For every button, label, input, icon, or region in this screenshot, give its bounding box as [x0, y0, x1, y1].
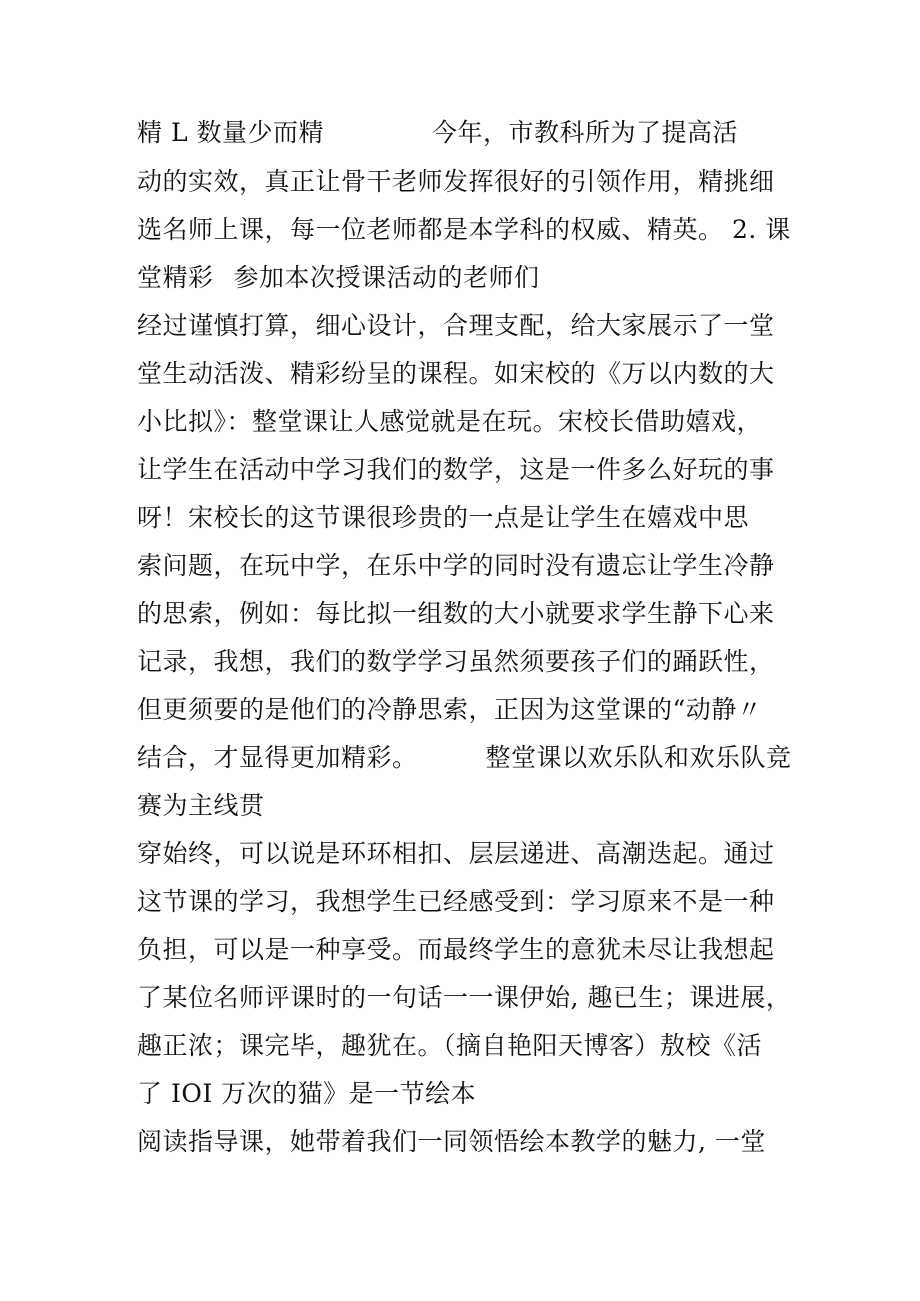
text-segment: 趣正浓；课完毕，趣犹在。（摘自艳阳天博客）敖校《活	[137, 1031, 763, 1060]
text-line-21	[137, 1077, 817, 1111]
text-line-14	[137, 741, 817, 775]
text-line-13	[137, 693, 817, 727]
text-segment: 精 L 数量少而精	[137, 118, 324, 147]
text-segment: 赛为主线贯	[137, 791, 265, 820]
text-line-18	[137, 933, 817, 967]
text-segment: 堂生动活泼、精彩纷呈的课程。如宋校的《万以内数的大	[137, 359, 775, 388]
text-line-11	[137, 597, 817, 631]
text-line-12	[137, 645, 817, 679]
text-line-7	[137, 405, 817, 439]
text-line-4	[137, 261, 817, 295]
text-line-3	[137, 213, 817, 247]
text-line-8	[137, 453, 817, 487]
text-segment: 小比拟》：整堂课让人感觉就是在玩。宋校长借助嬉戏，	[137, 407, 763, 436]
text-line-10	[137, 549, 817, 583]
text-segment: 负担，可以是一种享受。而最终学生的意犹未尽让我想起	[137, 935, 775, 964]
text-segment: 动的实效，真正让骨干老师发挥很好的引领作用，精挑细	[137, 167, 775, 196]
text-line-20	[137, 1029, 817, 1063]
text-segment: 的思索，例如：每比拟一组数的大小就要求学生静下心来	[137, 599, 775, 628]
text-line-19	[137, 981, 817, 1015]
text-line-17	[137, 885, 817, 919]
text-line-16	[137, 837, 817, 871]
text-line-1	[137, 116, 817, 150]
text-segment: 选名师上课，每一位老师都是本学科的权威、精英。 2. 课	[137, 215, 791, 244]
text-segment: 了 IOI 万次的猫》是一节绘本	[137, 1079, 477, 1108]
text-segment: 今年，市教科所为了提高活	[432, 118, 739, 147]
text-segment: 了某位名师评课时的一句话一一课伊始, 趣已生；课进展，	[137, 983, 792, 1012]
text-segment: 索问题，在玩中学，在乐中学的同时没有遗忘让学生冷静	[137, 551, 775, 580]
text-line-2	[137, 165, 817, 199]
text-segment: 但更须要的是他们的冷静思索，正因为这堂课的“动静〃	[137, 695, 763, 724]
text-line-9	[137, 501, 817, 535]
text-segment: 堂精彩	[137, 263, 214, 292]
text-segment: 记录，我想，我们的数学学习虽然须要孩子们的踊跃性，	[137, 647, 775, 676]
text-segment: 让学生在活动中学习我们的数学，这是一件多么好玩的事	[137, 455, 775, 484]
text-segment: 结合，才显得更加精彩。	[137, 743, 418, 772]
text-segment: 参加本次授课活动的老师们	[233, 263, 540, 292]
text-segment: 阅读指导课，她带着我们一同领悟绘本教学的魅力, 一堂	[137, 1127, 766, 1156]
text-line-5	[137, 309, 817, 343]
text-segment: 呀！宋校长的这节课很珍贵的一点是让学生在嬉戏中思	[137, 503, 750, 532]
text-line-6	[137, 357, 817, 391]
text-segment: 整堂课以欢乐队和欢乐队竞	[485, 743, 792, 772]
text-segment: 经过谨慎打算，细心设计，合理支配，给大家展示了一堂	[137, 311, 775, 340]
text-segment: 穿始终，可以说是环环相扣、层层递进、高潮迭起。通过	[137, 839, 775, 868]
text-segment: 这节课的学习，我想学生已经感受到：学习原来不是一种	[137, 887, 775, 916]
text-line-22	[137, 1125, 817, 1159]
text-line-15	[137, 789, 817, 823]
